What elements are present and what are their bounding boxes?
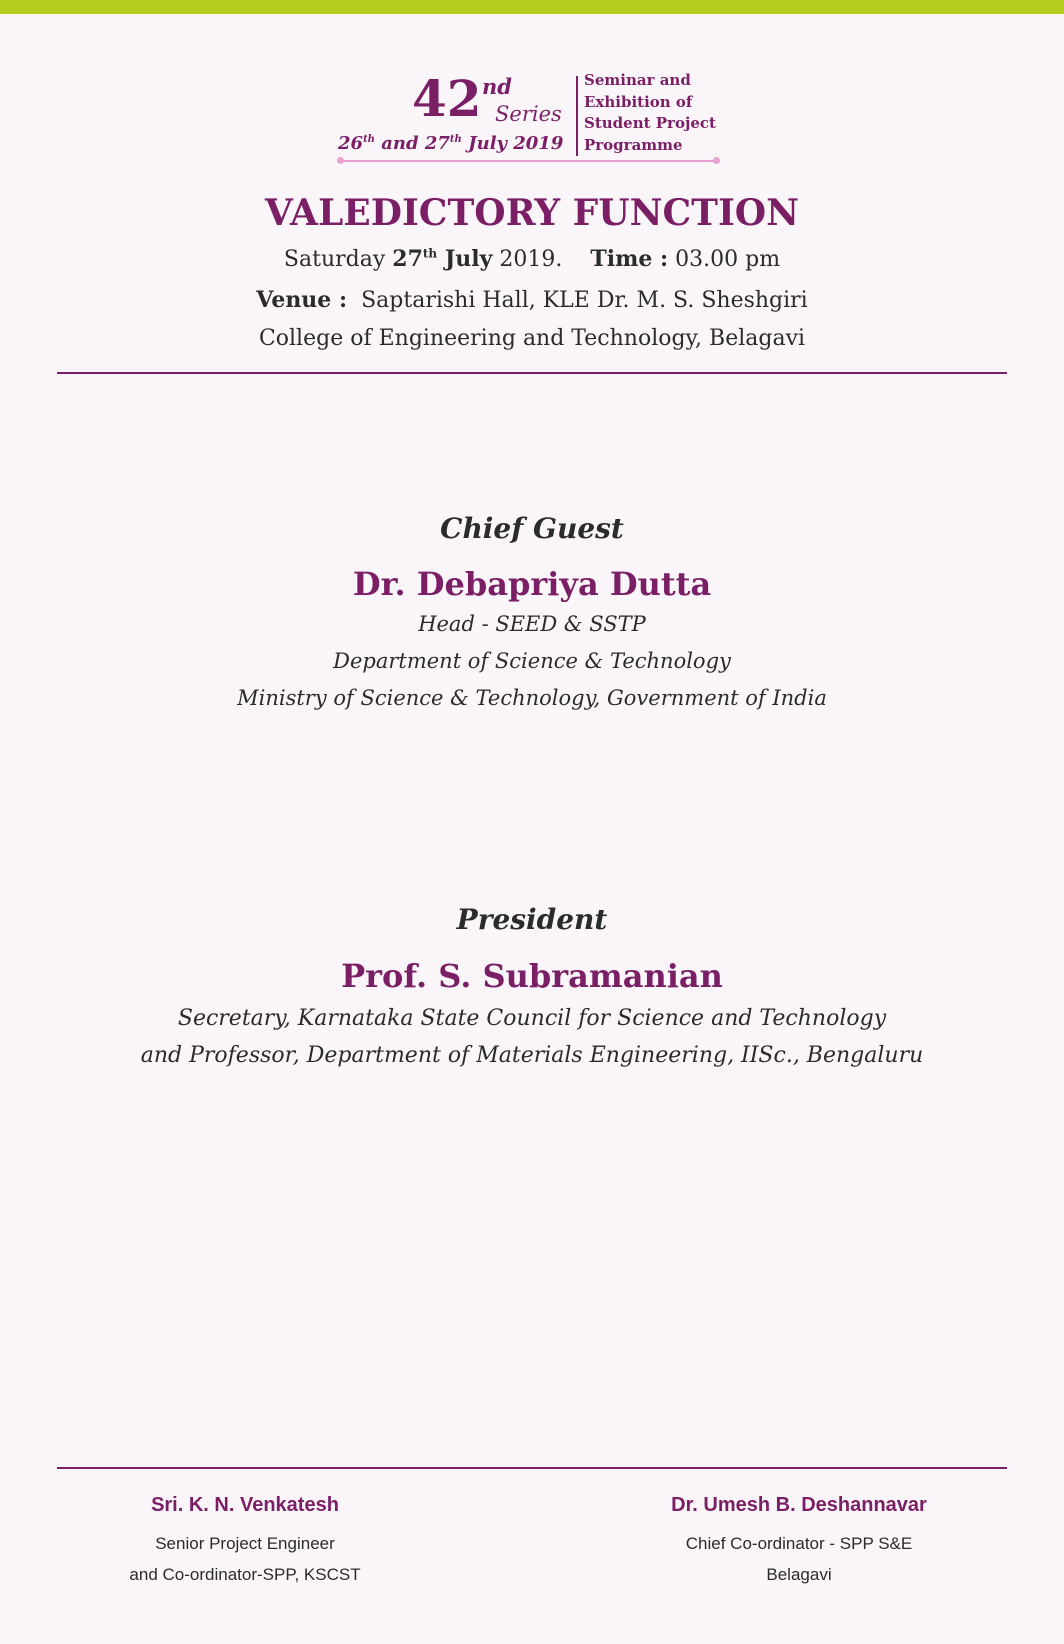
divider-bottom bbox=[57, 1467, 1007, 1469]
signatory-title: Senior Project Engineer bbox=[155, 1534, 335, 1553]
president-designation: Secretary, Karnataka State Council for Science and Technology bbox=[177, 1006, 887, 1031]
chief-guest-department: Department of Science & Technology bbox=[333, 649, 731, 673]
signatory-left bbox=[65, 1494, 425, 1590]
series-number: 42 bbox=[412, 69, 482, 128]
president-affiliation: and Professor, Department of Materials Engineering, IISc., Bengaluru bbox=[140, 1043, 924, 1068]
logo-divider bbox=[576, 76, 578, 156]
signatory-right bbox=[619, 1494, 979, 1590]
series-label: Series bbox=[495, 102, 562, 126]
logo-underline-dot-left bbox=[337, 157, 344, 164]
series-dates: 26th and 27th July 2019 bbox=[338, 133, 564, 154]
chief-guest-ministry: Ministry of Science & Technology, Government of India bbox=[237, 686, 827, 710]
chief-guest-designation: Head - SEED & SSTP bbox=[418, 612, 646, 636]
series-suffix: nd bbox=[482, 74, 512, 99]
president-name: Prof. S. Subramanian bbox=[341, 957, 723, 995]
signatory-name: Sri. K. N. Venkatesh bbox=[151, 1494, 339, 1516]
logo-underline-dot-right bbox=[713, 157, 720, 164]
event-date-time: Saturday 27th July 2019. Time : 03.00 pm bbox=[283, 246, 781, 272]
event-title: VALEDICTORY FUNCTION bbox=[264, 192, 800, 234]
chief-guest-name: Dr. Debapriya Dutta bbox=[352, 565, 712, 603]
signatory-affiliation: Belagavi bbox=[766, 1565, 832, 1584]
signatory-affiliation: and Co-ordinator-SPP, KSCST bbox=[129, 1565, 361, 1584]
signatory-name: Dr. Umesh B. Deshannavar bbox=[671, 1494, 927, 1516]
chief-guest-role: Chief Guest bbox=[440, 512, 624, 545]
series-logo bbox=[340, 70, 720, 170]
event-venue: Venue : Saptarishi Hall, KLE Dr. M. S. Sheshgiri bbox=[256, 287, 808, 313]
signatory-title: Chief Co-ordinator - SPP S&E bbox=[685, 1534, 913, 1553]
event-venue-line2: College of Engineering and Technology, Belagavi bbox=[258, 326, 806, 351]
president-role: President bbox=[456, 903, 608, 936]
divider-top bbox=[57, 372, 1007, 374]
programme-name: Seminar and Exhibition of Student Project Programme bbox=[584, 71, 716, 154]
logo-underline bbox=[340, 160, 716, 162]
top-accent-bar bbox=[0, 0, 1064, 14]
